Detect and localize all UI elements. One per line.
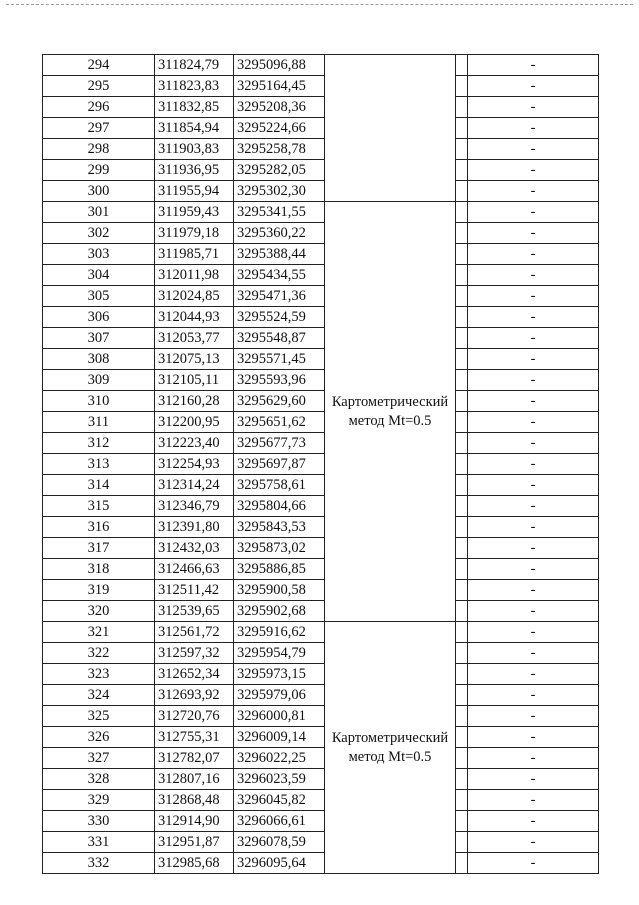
table-row — [43, 559, 599, 580]
table-row — [43, 748, 599, 769]
empty-cell — [456, 811, 468, 832]
x-coordinate-cell: 311824,79 — [155, 55, 234, 76]
point-number-cell: 303 — [43, 244, 155, 265]
y-coordinate-cell: 3295224,66 — [234, 118, 325, 139]
point-number-cell: 314 — [43, 475, 155, 496]
accuracy-cell: - — [468, 517, 599, 538]
x-coordinate-cell: 311903,83 — [155, 139, 234, 160]
x-coordinate-cell: 312075,13 — [155, 349, 234, 370]
accuracy-cell: - — [468, 475, 599, 496]
y-coordinate-cell: 3295873,02 — [234, 538, 325, 559]
y-coordinate-cell: 3295434,55 — [234, 265, 325, 286]
table-row — [43, 853, 599, 874]
empty-cell — [456, 139, 468, 160]
accuracy-cell: - — [468, 118, 599, 139]
point-number-cell: 305 — [43, 286, 155, 307]
point-number-cell: 332 — [43, 853, 155, 874]
empty-cell — [456, 601, 468, 622]
point-number-cell: 320 — [43, 601, 155, 622]
method-cell — [325, 622, 456, 874]
y-coordinate-cell: 3295651,62 — [234, 412, 325, 433]
method-cell — [325, 55, 456, 202]
x-coordinate-cell: 312782,07 — [155, 748, 234, 769]
y-coordinate-cell: 3295900,58 — [234, 580, 325, 601]
accuracy-cell: - — [468, 433, 599, 454]
accuracy-cell: - — [468, 328, 599, 349]
x-coordinate-cell: 312951,87 — [155, 832, 234, 853]
table-row — [43, 706, 599, 727]
point-number-cell: 311 — [43, 412, 155, 433]
point-number-cell: 308 — [43, 349, 155, 370]
y-coordinate-cell: 3295341,55 — [234, 202, 325, 223]
accuracy-cell: - — [468, 349, 599, 370]
accuracy-cell: - — [468, 202, 599, 223]
point-number-cell: 323 — [43, 664, 155, 685]
accuracy-cell: - — [468, 307, 599, 328]
y-coordinate-cell: 3295902,68 — [234, 601, 325, 622]
y-coordinate-cell: 3295548,87 — [234, 328, 325, 349]
table-row — [43, 265, 599, 286]
x-coordinate-cell: 312720,76 — [155, 706, 234, 727]
table-row — [43, 160, 599, 181]
x-coordinate-cell: 311959,43 — [155, 202, 234, 223]
table-row — [43, 496, 599, 517]
point-number-cell: 331 — [43, 832, 155, 853]
accuracy-cell: - — [468, 643, 599, 664]
y-coordinate-cell: 3295677,73 — [234, 433, 325, 454]
table-row — [43, 454, 599, 475]
point-number-cell: 324 — [43, 685, 155, 706]
accuracy-cell: - — [468, 139, 599, 160]
table-row — [43, 580, 599, 601]
accuracy-cell: - — [468, 244, 599, 265]
point-number-cell: 329 — [43, 790, 155, 811]
accuracy-cell: - — [468, 370, 599, 391]
empty-cell — [456, 706, 468, 727]
point-number-cell: 313 — [43, 454, 155, 475]
empty-cell — [456, 55, 468, 76]
table-row — [43, 538, 599, 559]
x-coordinate-cell: 312597,32 — [155, 643, 234, 664]
empty-cell — [456, 580, 468, 601]
x-coordinate-cell: 312044,93 — [155, 307, 234, 328]
table-row — [43, 811, 599, 832]
table-row — [43, 223, 599, 244]
x-coordinate-cell: 312466,63 — [155, 559, 234, 580]
y-coordinate-cell: 3295886,85 — [234, 559, 325, 580]
x-coordinate-cell: 312024,85 — [155, 286, 234, 307]
x-coordinate-cell: 312807,16 — [155, 769, 234, 790]
point-number-cell: 301 — [43, 202, 155, 223]
point-number-cell: 326 — [43, 727, 155, 748]
point-number-cell: 312 — [43, 433, 155, 454]
empty-cell — [456, 664, 468, 685]
accuracy-cell: - — [468, 832, 599, 853]
point-number-cell: 316 — [43, 517, 155, 538]
x-coordinate-cell: 312868,48 — [155, 790, 234, 811]
point-number-cell: 310 — [43, 391, 155, 412]
empty-cell — [456, 517, 468, 538]
x-coordinate-cell: 312432,03 — [155, 538, 234, 559]
x-coordinate-cell: 312223,40 — [155, 433, 234, 454]
table-row — [43, 349, 599, 370]
x-coordinate-cell: 312755,31 — [155, 727, 234, 748]
empty-cell — [456, 853, 468, 874]
y-coordinate-cell: 3295916,62 — [234, 622, 325, 643]
empty-cell — [456, 202, 468, 223]
y-coordinate-cell: 3295954,79 — [234, 643, 325, 664]
table-row — [43, 370, 599, 391]
y-coordinate-cell: 3295096,88 — [234, 55, 325, 76]
y-coordinate-cell: 3296066,61 — [234, 811, 325, 832]
point-number-cell: 318 — [43, 559, 155, 580]
point-number-cell: 322 — [43, 643, 155, 664]
x-coordinate-cell: 312346,79 — [155, 496, 234, 517]
table-row — [43, 832, 599, 853]
table-row — [43, 685, 599, 706]
point-number-cell: 307 — [43, 328, 155, 349]
empty-cell — [456, 790, 468, 811]
point-number-cell: 299 — [43, 160, 155, 181]
empty-cell — [456, 748, 468, 769]
accuracy-cell: - — [468, 664, 599, 685]
empty-cell — [456, 160, 468, 181]
y-coordinate-cell: 3296000,81 — [234, 706, 325, 727]
point-number-cell: 321 — [43, 622, 155, 643]
accuracy-cell: - — [468, 727, 599, 748]
y-coordinate-cell: 3296078,59 — [234, 832, 325, 853]
x-coordinate-cell: 312254,93 — [155, 454, 234, 475]
empty-cell — [456, 685, 468, 706]
y-coordinate-cell: 3295388,44 — [234, 244, 325, 265]
y-coordinate-cell: 3295843,53 — [234, 517, 325, 538]
table-row — [43, 622, 599, 643]
point-number-cell: 304 — [43, 265, 155, 286]
table-row — [43, 55, 599, 76]
accuracy-cell: - — [468, 748, 599, 769]
point-number-cell: 325 — [43, 706, 155, 727]
method-label-line2: метод Mt=0.5 — [348, 412, 432, 429]
table-row — [43, 118, 599, 139]
empty-cell — [456, 76, 468, 97]
coordinates-table — [42, 54, 599, 874]
coordinates-table-body — [43, 55, 599, 874]
empty-cell — [456, 433, 468, 454]
x-coordinate-cell: 312652,34 — [155, 664, 234, 685]
y-coordinate-cell: 3295524,59 — [234, 307, 325, 328]
y-coordinate-cell: 3296023,59 — [234, 769, 325, 790]
table-row — [43, 76, 599, 97]
x-coordinate-cell: 312391,80 — [155, 517, 234, 538]
accuracy-cell: - — [468, 685, 599, 706]
point-number-cell: 327 — [43, 748, 155, 769]
point-number-cell: 296 — [43, 97, 155, 118]
empty-cell — [456, 307, 468, 328]
point-number-cell: 300 — [43, 181, 155, 202]
table-row — [43, 328, 599, 349]
x-coordinate-cell: 311832,85 — [155, 97, 234, 118]
empty-cell — [456, 223, 468, 244]
empty-cell — [456, 370, 468, 391]
y-coordinate-cell: 3296022,25 — [234, 748, 325, 769]
x-coordinate-cell: 312200,95 — [155, 412, 234, 433]
accuracy-cell: - — [468, 160, 599, 181]
x-coordinate-cell: 312539,65 — [155, 601, 234, 622]
accuracy-cell: - — [468, 265, 599, 286]
y-coordinate-cell: 3295804,66 — [234, 496, 325, 517]
y-coordinate-cell: 3295471,36 — [234, 286, 325, 307]
point-number-cell: 306 — [43, 307, 155, 328]
empty-cell — [456, 391, 468, 412]
accuracy-cell: - — [468, 496, 599, 517]
y-coordinate-cell: 3295979,06 — [234, 685, 325, 706]
x-coordinate-cell: 312314,24 — [155, 475, 234, 496]
table-row — [43, 391, 599, 412]
accuracy-cell: - — [468, 76, 599, 97]
x-coordinate-cell: 311854,94 — [155, 118, 234, 139]
empty-cell — [456, 454, 468, 475]
accuracy-cell: - — [468, 622, 599, 643]
point-number-cell: 298 — [43, 139, 155, 160]
accuracy-cell: - — [468, 55, 599, 76]
point-number-cell: 330 — [43, 811, 155, 832]
point-number-cell: 295 — [43, 76, 155, 97]
point-number-cell: 317 — [43, 538, 155, 559]
empty-cell — [456, 97, 468, 118]
table-row — [43, 286, 599, 307]
table-row — [43, 790, 599, 811]
accuracy-cell: - — [468, 559, 599, 580]
empty-cell — [456, 643, 468, 664]
table-row — [43, 139, 599, 160]
empty-cell — [456, 622, 468, 643]
x-coordinate-cell: 312105,11 — [155, 370, 234, 391]
y-coordinate-cell: 3295973,15 — [234, 664, 325, 685]
x-coordinate-cell: 312053,77 — [155, 328, 234, 349]
method-label-line2: метод Mt=0.5 — [348, 748, 432, 765]
empty-cell — [456, 181, 468, 202]
point-number-cell: 328 — [43, 769, 155, 790]
empty-cell — [456, 496, 468, 517]
empty-cell — [456, 118, 468, 139]
table-row — [43, 664, 599, 685]
table-row — [43, 244, 599, 265]
x-coordinate-cell: 311823,83 — [155, 76, 234, 97]
x-coordinate-cell: 312693,92 — [155, 685, 234, 706]
point-number-cell: 297 — [43, 118, 155, 139]
y-coordinate-cell: 3295629,60 — [234, 391, 325, 412]
x-coordinate-cell: 311936,95 — [155, 160, 234, 181]
x-coordinate-cell: 311979,18 — [155, 223, 234, 244]
point-number-cell: 302 — [43, 223, 155, 244]
empty-cell — [456, 769, 468, 790]
accuracy-cell: - — [468, 853, 599, 874]
table-row — [43, 475, 599, 496]
accuracy-cell: - — [468, 412, 599, 433]
y-coordinate-cell: 3295593,96 — [234, 370, 325, 391]
point-number-cell: 315 — [43, 496, 155, 517]
y-coordinate-cell: 3295208,36 — [234, 97, 325, 118]
table-row — [43, 412, 599, 433]
point-number-cell: 309 — [43, 370, 155, 391]
empty-cell — [456, 475, 468, 496]
accuracy-cell: - — [468, 454, 599, 475]
x-coordinate-cell: 312914,90 — [155, 811, 234, 832]
scan-top-edge — [6, 4, 633, 5]
y-coordinate-cell: 3295697,87 — [234, 454, 325, 475]
y-coordinate-cell: 3296009,14 — [234, 727, 325, 748]
empty-cell — [456, 328, 468, 349]
y-coordinate-cell: 3295360,22 — [234, 223, 325, 244]
accuracy-cell: - — [468, 181, 599, 202]
y-coordinate-cell: 3295571,45 — [234, 349, 325, 370]
table-row — [43, 517, 599, 538]
empty-cell — [456, 244, 468, 265]
accuracy-cell: - — [468, 223, 599, 244]
x-coordinate-cell: 311985,71 — [155, 244, 234, 265]
accuracy-cell: - — [468, 538, 599, 559]
table-row — [43, 307, 599, 328]
table-row — [43, 433, 599, 454]
method-cell — [325, 202, 456, 622]
empty-cell — [456, 727, 468, 748]
x-coordinate-cell: 312511,42 — [155, 580, 234, 601]
y-coordinate-cell: 3295164,45 — [234, 76, 325, 97]
method-label-line1: Картометрический — [331, 393, 449, 410]
table-row — [43, 181, 599, 202]
table-row — [43, 97, 599, 118]
empty-cell — [456, 265, 468, 286]
table-row — [43, 202, 599, 223]
x-coordinate-cell: 312985,68 — [155, 853, 234, 874]
y-coordinate-cell: 3296095,64 — [234, 853, 325, 874]
table-row — [43, 601, 599, 622]
x-coordinate-cell: 311955,94 — [155, 181, 234, 202]
empty-cell — [456, 559, 468, 580]
empty-cell — [456, 412, 468, 433]
method-label-line1: Картометрический — [331, 729, 449, 746]
empty-cell — [456, 832, 468, 853]
y-coordinate-cell: 3295302,30 — [234, 181, 325, 202]
table-row — [43, 643, 599, 664]
accuracy-cell: - — [468, 580, 599, 601]
x-coordinate-cell: 312160,28 — [155, 391, 234, 412]
table-row — [43, 727, 599, 748]
x-coordinate-cell: 312011,98 — [155, 265, 234, 286]
accuracy-cell: - — [468, 769, 599, 790]
x-coordinate-cell: 312561,72 — [155, 622, 234, 643]
accuracy-cell: - — [468, 601, 599, 622]
y-coordinate-cell: 3295258,78 — [234, 139, 325, 160]
accuracy-cell: - — [468, 811, 599, 832]
table-row — [43, 769, 599, 790]
empty-cell — [456, 538, 468, 559]
empty-cell — [456, 286, 468, 307]
y-coordinate-cell: 3295758,61 — [234, 475, 325, 496]
point-number-cell: 294 — [43, 55, 155, 76]
accuracy-cell: - — [468, 286, 599, 307]
accuracy-cell: - — [468, 706, 599, 727]
point-number-cell: 319 — [43, 580, 155, 601]
y-coordinate-cell: 3295282,05 — [234, 160, 325, 181]
accuracy-cell: - — [468, 97, 599, 118]
empty-cell — [456, 349, 468, 370]
accuracy-cell: - — [468, 391, 599, 412]
y-coordinate-cell: 3296045,82 — [234, 790, 325, 811]
accuracy-cell: - — [468, 790, 599, 811]
